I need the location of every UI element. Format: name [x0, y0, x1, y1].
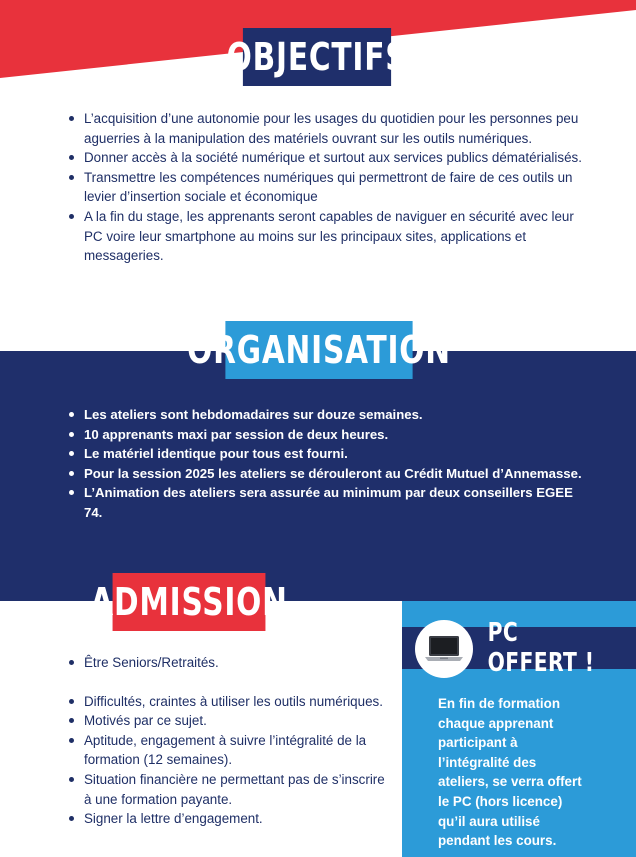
- admission-title: ADMISSION: [113, 573, 266, 631]
- list-item: A la fin du stage, les apprenants seront capables de naviguer en sécurité avec leur PC voire leur smartphone au moins sur les principaux sites, applications et messageries.: [67, 207, 587, 266]
- laptop-icon: [423, 634, 465, 664]
- list-item: Les ateliers sont hebdomadaires sur douze semaines.: [67, 405, 587, 425]
- pc-icon-circle: [415, 620, 473, 678]
- list-item: Pour la session 2025 les ateliers se dérouleront au Crédit Mutuel d’Annemasse.: [67, 464, 587, 484]
- list-item: L’Animation des ateliers sera assurée au minimum par deux conseillers EGEE 74.: [67, 483, 587, 522]
- list-item: Le matériel identique pour tous est fourni.: [67, 444, 587, 464]
- organisation-list: [67, 405, 587, 523]
- list-item: 10 apprenants maxi par session de deux heures.: [67, 425, 587, 445]
- organisation-title: ORGANISATION: [225, 321, 412, 379]
- list-item: Être Seniors/Retraités.: [67, 653, 387, 673]
- list-item: Aptitude, engagement à suivre l’intégralité de la formation (12 semaines).: [67, 731, 387, 770]
- admission-list: [67, 653, 387, 829]
- list-item: Motivés par ce sujet.: [67, 711, 387, 731]
- list-item: Donner accès à la société numérique et surtout aux services publics dématérialisés.: [67, 148, 587, 168]
- objectifs-list: [67, 109, 587, 266]
- list-item: Situation financière ne permettant pas de s’inscrire à une formation payante.: [67, 770, 387, 809]
- list-item: L’acquisition d’une autonomie pour les usages du quotidien pour les personnes peu aguerries à la manipulation des matériels ouvrant sur les outils numériques.: [67, 109, 587, 148]
- list-item: Difficultés, craintes à utiliser les outils numériques.: [67, 692, 387, 712]
- list-item: Transmettre les compétences numériques qui permettront de faire de ces outils un levier d’insertion sociale et économique: [67, 168, 587, 207]
- pc-offert-text: En fin de formation chaque apprenant participant à l’intégralité des ateliers, se verra offert le PC (hors licence) qu’il aura utilisé pendant les cours.: [438, 696, 582, 849]
- objectifs-title: OBJECTIFS: [243, 28, 391, 86]
- pc-offert-title: PC OFFERT !: [487, 618, 595, 678]
- list-item: Signer la lettre d’engagement.: [67, 809, 387, 829]
